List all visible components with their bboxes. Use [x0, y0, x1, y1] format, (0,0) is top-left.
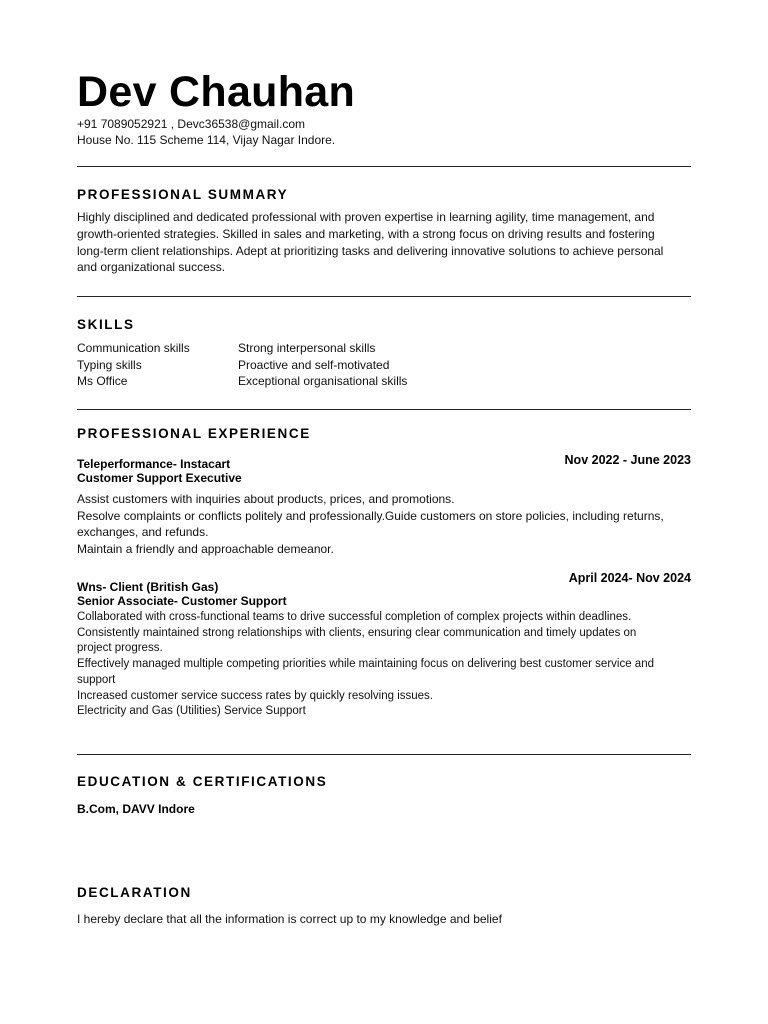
section-divider — [77, 296, 691, 297]
resume-page — [77, 0, 691, 1024]
job-duty: Maintain a friendly and approachable demeanor. — [77, 541, 334, 556]
job-duty: Electricity and Gas (Utilities) Service Support — [77, 705, 306, 718]
address: House No. 115 Scheme 114, Vijay Nagar Indore. — [77, 133, 336, 147]
job-duties — [77, 491, 667, 557]
skill-item: Ms Office — [77, 374, 128, 389]
job-duty: Resolve complaints or conflicts politely and professionally.Guide customers on store policies, including returns, exchanges, and refunds. — [77, 508, 664, 540]
declaration-text: I hereby declare that all the information is correct up to my knowledge and belief — [77, 912, 502, 926]
skill-item: Proactive and self-motivated — [238, 357, 390, 372]
education-entry: B.Com, DAVV Indore — [77, 802, 195, 816]
summary-heading: PROFESSIONAL SUMMARY — [77, 187, 289, 202]
job-entry — [77, 571, 691, 720]
skill-item: Communication skills — [77, 341, 190, 355]
job-duty: Effectively managed multiple competing priorities while maintaining focus on delivering best customer service and support — [77, 658, 654, 686]
experience-heading: PROFESSIONAL EXPERIENCE — [77, 426, 311, 441]
summary-text: Highly disciplined and dedicated professional with proven expertise in learning agility, time management, and growth-oriented strategies. Skilled in sales and marketing, with a strong focus on driving results and fostering long-term client relationships. Adept at prioritizing tasks and delivering innovative solutions to achieve personal and organizational success. — [77, 210, 664, 275]
job-duty: Increased customer service success rates by quickly resolving issues. — [77, 689, 434, 702]
skill-item: Typing skills — [77, 357, 142, 372]
section-divider — [77, 166, 691, 167]
job-duty: Collaborated with cross-functional teams to drive successful completion of complex projects within deadlines. — [77, 611, 632, 623]
job-duty: Consistently maintained strong relationships with clients, ensuring clear communication and timely updates on project progress. — [77, 626, 637, 655]
declaration-heading: DECLARATION — [77, 885, 192, 900]
section-divider — [77, 409, 691, 410]
section-divider — [77, 754, 691, 755]
job-duties — [77, 610, 662, 720]
contact-info: +91 7089052921 , Devc36538@gmail.com — [77, 117, 305, 131]
job-title: Customer Support Executive — [77, 471, 242, 485]
job-company: Teleperformance- Instacart — [77, 457, 231, 471]
skill-item: Strong interpersonal skills — [238, 341, 376, 355]
job-title: Senior Associate- Customer Support — [77, 594, 287, 608]
job-dates: Nov 2022 - June 2023 — [564, 453, 691, 467]
education-heading: EDUCATION & CERTIFICATIONS — [77, 774, 328, 789]
candidate-name: Dev Chauhan — [77, 68, 356, 116]
job-entry — [77, 453, 691, 557]
job-duty: Assist customers with inquiries about products, prices, and promotions. — [77, 492, 455, 506]
skills-heading: SKILLS — [77, 317, 135, 332]
job-dates: April 2024- Nov 2024 — [568, 571, 691, 585]
skill-item: Exceptional organisational skills — [238, 374, 408, 389]
job-company: Wns- Client (British Gas) — [77, 580, 219, 594]
